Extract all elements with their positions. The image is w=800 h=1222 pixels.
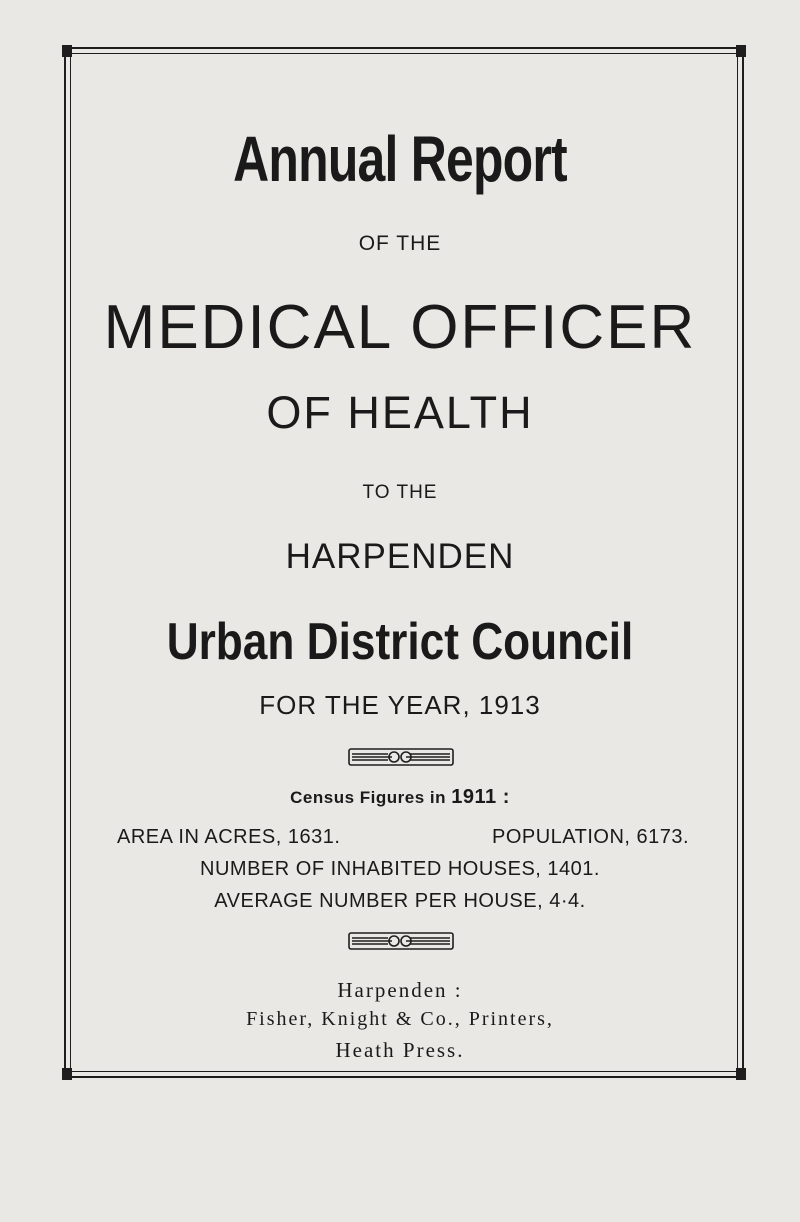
border-bottom-inner [64, 1071, 744, 1072]
border-bottom-outer [64, 1076, 744, 1078]
corner-ornament-bl [62, 1068, 72, 1080]
inhabited-houses: NUMBER OF INHABITED HOUSES, 1401. [200, 858, 600, 880]
to-the-label: TO THE [362, 482, 438, 503]
year-line: FOR THE YEAR, 1913 [259, 690, 541, 720]
ornament-divider-bottom [348, 930, 454, 952]
report-title: Annual Report [233, 123, 567, 195]
district-name: HARPENDEN [285, 537, 515, 576]
border-top-outer [64, 47, 744, 49]
corner-ornament-tl [62, 45, 72, 57]
census-heading [0, 786, 800, 809]
imprint-press: Heath Press. [335, 1038, 465, 1062]
imprint-place: Harpenden : [337, 978, 463, 1002]
ornament-divider-top [348, 746, 454, 768]
border-top-inner [64, 53, 744, 54]
area-in-acres: AREA IN ACRES, 1631. [117, 826, 341, 848]
council-heading: Urban District Council [166, 613, 634, 671]
of-the-label: OF THE [358, 232, 442, 255]
imprint-printer: Fisher, Knight & Co., Printers, [246, 1008, 554, 1030]
of-health-heading: OF HEALTH [266, 387, 534, 438]
average-per-house: AVERAGE NUMBER PER HOUSE, 4·4. [214, 890, 586, 912]
corner-ornament-br [736, 1068, 746, 1080]
medical-officer-heading: MEDICAL OFFICER [103, 293, 697, 362]
corner-ornament-tr [736, 45, 746, 57]
census-label: Census Figures in [290, 788, 447, 807]
population: POPULATION, 6173. [492, 826, 690, 848]
census-year: 1911 : [451, 786, 510, 808]
